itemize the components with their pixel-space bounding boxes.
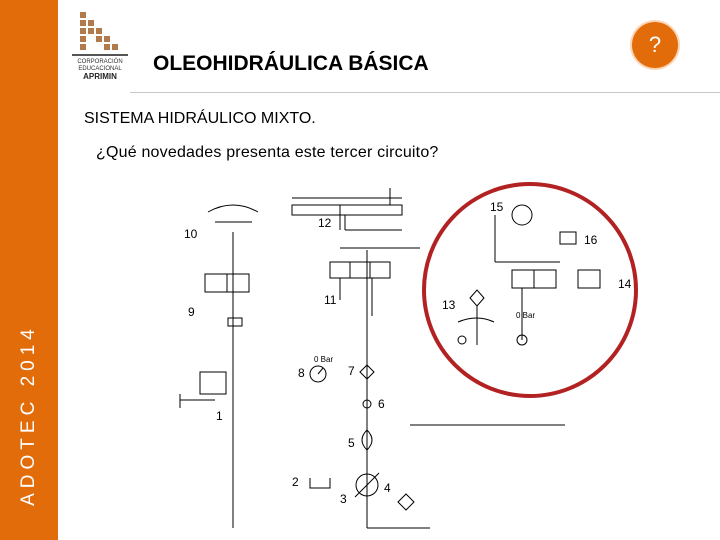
logo-line-1: CORPORACIÓN — [77, 59, 123, 65]
label-1: 1 — [216, 409, 223, 423]
label-5: 5 — [348, 436, 355, 450]
label-3: 3 — [340, 492, 347, 506]
filter-13 — [470, 290, 484, 306]
motor-4 — [398, 494, 414, 510]
relief-valve-1 — [200, 372, 226, 394]
label-8: 8 — [298, 366, 305, 380]
highlight-circle — [424, 184, 636, 396]
valve-14-left — [512, 270, 534, 288]
logo-line-2: EDUCACIONAL — [78, 66, 122, 72]
label-15: 15 — [490, 200, 504, 214]
valve-9-left — [205, 274, 227, 292]
label-9: 9 — [188, 305, 195, 319]
label-2: 2 — [292, 475, 299, 489]
label-6: 6 — [378, 397, 385, 411]
page-title: OLEOHIDRÁULICA BÁSICA — [153, 52, 429, 75]
sidebar-text: ADOTEC 2014 — [18, 324, 39, 506]
cylinder-12 — [292, 205, 402, 215]
valve-16 — [560, 232, 576, 244]
label-11: 11 — [324, 293, 337, 307]
tank-2 — [310, 478, 330, 488]
valve-11-left — [330, 262, 350, 278]
section-subtitle: SISTEMA HIDRÁULICO MIXTO. — [84, 110, 316, 127]
motor-10 — [208, 205, 258, 212]
label-10: 10 — [184, 227, 198, 241]
label-7: 7 — [348, 364, 355, 378]
question-text: ¿Qué novedades presenta este tercer circuito? — [96, 144, 439, 161]
label-13: 13 — [442, 298, 456, 312]
gauge-8-reading: 0 Bar — [314, 355, 334, 364]
help-button[interactable]: ? — [632, 22, 678, 68]
label-16: 16 — [584, 233, 598, 247]
pump-15 — [512, 205, 532, 225]
label-12: 12 — [318, 216, 332, 230]
label-4: 4 — [384, 481, 391, 495]
label-14: 14 — [618, 277, 632, 291]
logo-line-3: APRIMIN — [83, 72, 117, 81]
gauge-right-reading: 0 Bar — [516, 311, 536, 320]
